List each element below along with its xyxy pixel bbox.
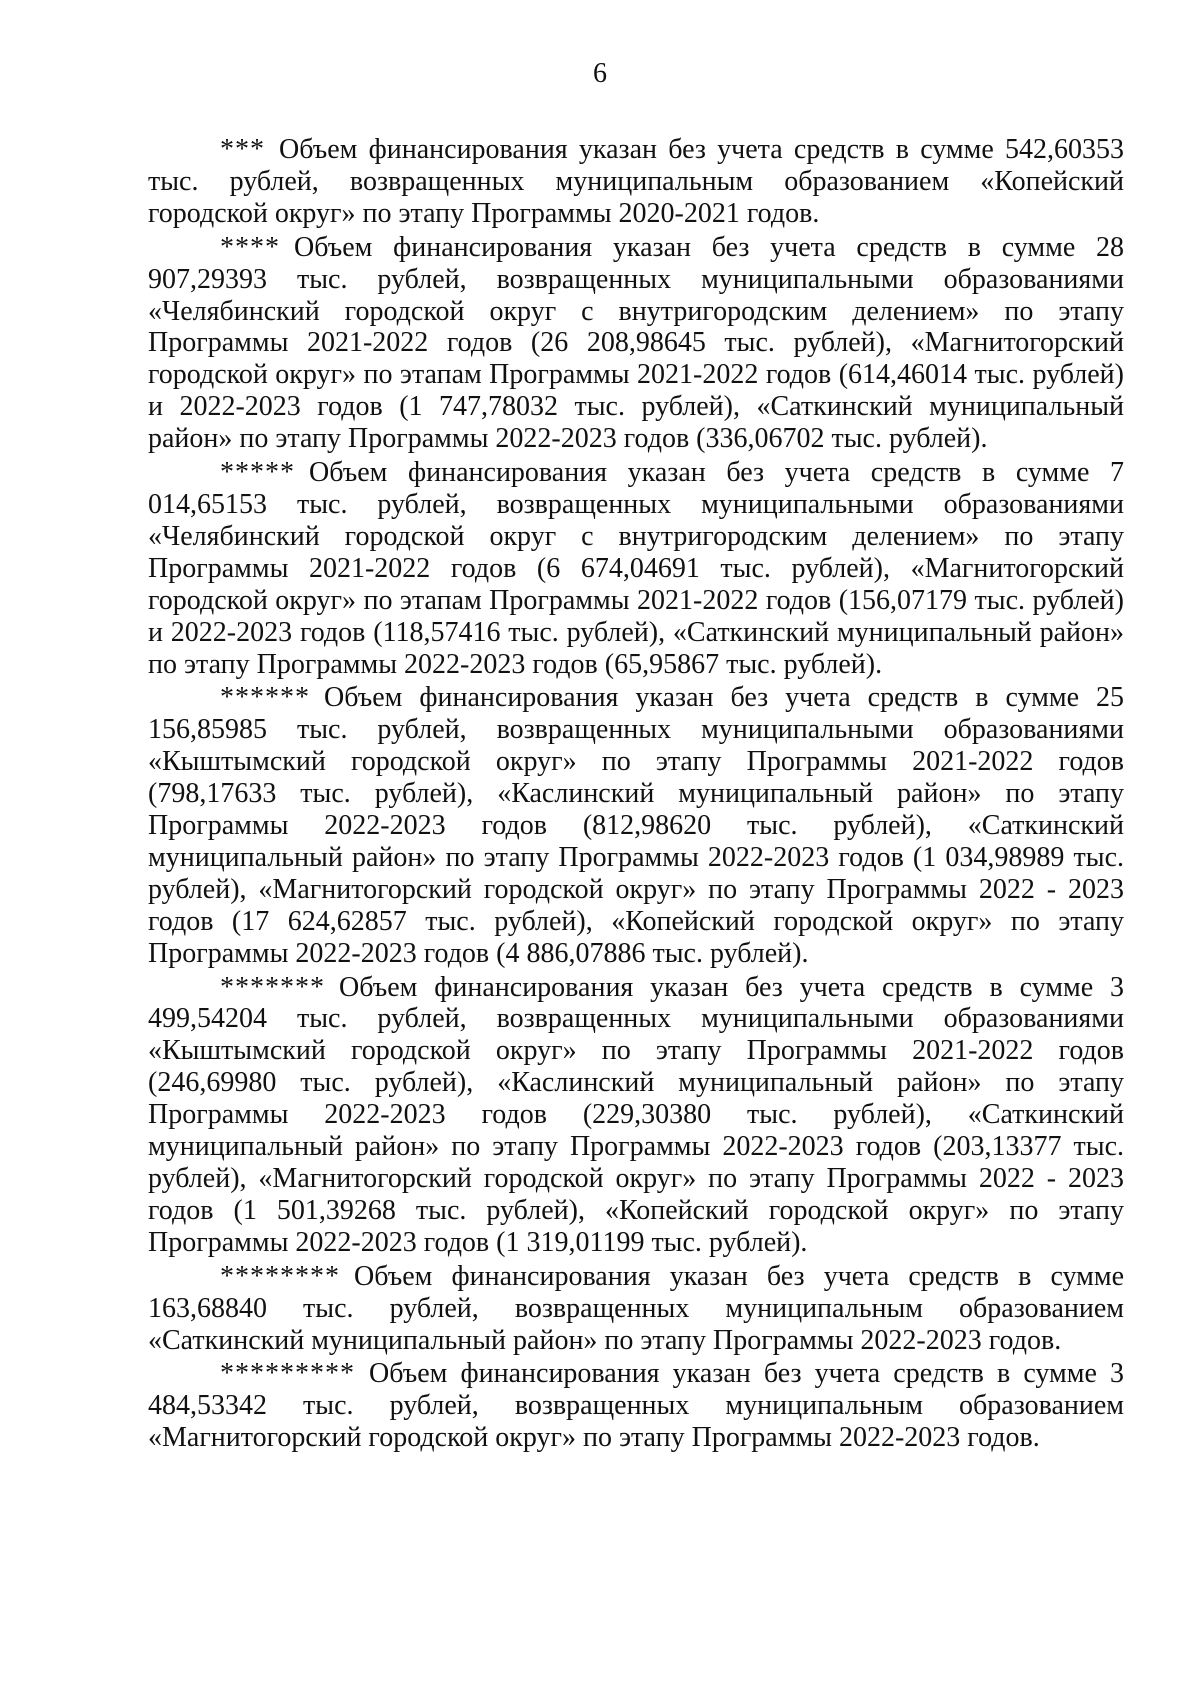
footnote-marker: *****: [220, 457, 295, 489]
footnote-text: Объем финансирования указан без учета средств в сумме 3 484,53342 тыс. рублей, возвращенных муниципальным образованием «Магнитогорский городской округ» по этапу Программы 2022-2023 годов.: [148, 1358, 1124, 1454]
footnote-marker: ****: [220, 231, 280, 263]
footnotes-section: [148, 134, 1124, 1456]
footnote-2: [148, 232, 1124, 455]
footnote-text: Объем финансирования указан без учета средств в сумме 25 156,85985 тыс. рублей, возвращенных муниципальными образованиями «Кыштымский городской округ» по этапу Программы 2021-2022 годов (798,17633 тыс. рублей), «Каслинский муниципальный район» по этапу Программы 2022-2023 годов (812,98620 тыс. рублей), «Саткинский муниципальный район» по этапу Программы 2022-2023 годов (1 034,98989 тыс. рублей), «Магнитогорский городской округ» по этапу Программы 2022 - 2023 годов (17 624,62857 тыс. рублей), «Копейский городской округ» по этапу Программы 2022-2023 годов (4 886,07886 тыс. рублей).: [148, 682, 1124, 969]
footnote-7: [148, 1358, 1124, 1454]
footnote-marker: *******: [220, 971, 325, 1003]
footnote-6: [148, 1261, 1124, 1357]
footnote-text: Объем финансирования указан без учета средств в сумме 7 014,65153 тыс. рублей, возвращенных муниципальными образованиями «Челябинский городской округ с внутригородским делением» по этапу Программы 2021-2022 годов (6 674,04691 тыс. рублей), «Магнитогорский городской округ» по этапам Программы 2021-2022 годов (156,07179 тыс. рублей) и 2022-2023 годов (118,57416 тыс. рублей), «Саткинский муниципальный район» по этапу Программы 2022-2023 годов (65,95867 тыс. рублей).: [148, 457, 1124, 680]
page-number: 6: [593, 58, 607, 89]
footnote-marker: ***: [220, 134, 265, 165]
footnote-marker: ******: [220, 682, 310, 714]
footnote-text: Объем финансирования указан без учета средств в сумме 28 907,29393 тыс. рублей, возвращенных муниципальными образованиями «Челябинский городской округ с внутригородским делением» по этапу Программы 2021-2022 годов (26 208,98645 тыс. рублей), «Магнитогорский городской округ» по этапам Программы 2021-2022 годов (614,46014 тыс. рублей) и 2022-2023 годов (1 747,78032 тыс. рублей), «Саткинский муниципальный район» по этапу Программы 2022-2023 годов (336,06702 тыс. рублей).: [148, 231, 1124, 455]
footnote-marker: *********: [220, 1358, 355, 1390]
footnote-text: Объем финансирования указан без учета средств в сумме 163,68840 тыс. рублей, возвращенных муниципальным образованием «Саткинский муниципальный район» по этапу Программы 2022-2023 годов.: [148, 1260, 1124, 1356]
footnote-3: [148, 457, 1124, 680]
footnote-marker: ********: [220, 1260, 340, 1292]
footnote-text: Объем финансирования указан без учета средств в сумме 3 499,54204 тыс. рублей, возвращенных муниципальными образованиями «Кыштымский городской округ» по этапу Программы 2021-2022 годов (246,69980 тыс. рублей), «Каслинский муниципальный район» по этапу Программы 2022-2023 годов (229,30380 тыс. рублей), «Саткинский муниципальный район» по этапу Программы 2022-2023 годов (203,13377 тыс. рублей), «Магнитогорский городской округ» по этапу Программы 2022 - 2023 годов (1 501,39268 тыс. рублей), «Копейский городской округ» по этапу Программы 2022-2023 годов (1 319,01199 тыс. рублей).: [148, 971, 1124, 1258]
footnote-1: [148, 134, 1124, 230]
footnote-4: [148, 682, 1124, 969]
footnote-5: [148, 972, 1124, 1259]
footnote-text: Объем финансирования указан без учета средств в сумме 542,60353 тыс. рублей, возвращенных муниципальным образованием «Копейский городской округ» по этапу Программы 2020-2021 годов.: [148, 134, 1124, 229]
